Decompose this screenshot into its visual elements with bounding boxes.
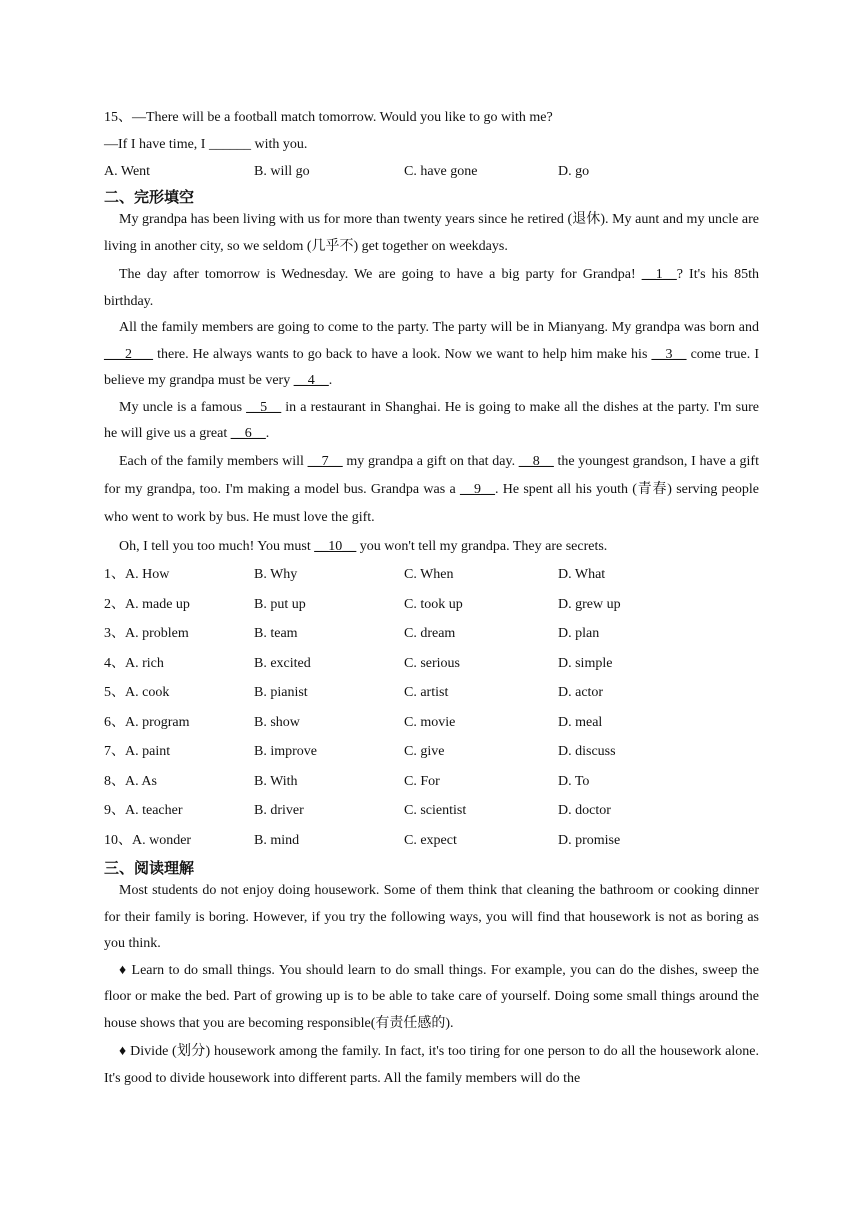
cloze-option-row-9 <box>104 796 759 826</box>
cloze-option-6-d: D. meal <box>558 714 603 730</box>
cloze-option-9-b: B. driver <box>254 803 304 818</box>
cloze-option-6-a: 6、A. program <box>104 714 190 730</box>
cloze-option-row-8 <box>104 767 759 797</box>
cloze-option-7-d: D. discuss <box>558 744 616 759</box>
blank-1: __1__ <box>641 267 677 282</box>
blank-6: __6__ <box>230 426 266 441</box>
section-2-title: 二、完形填空 <box>104 188 195 206</box>
cloze-option-2-c: C. took up <box>404 596 463 612</box>
reading-paragraph-3: ♦ Divide (划分) housework among the family. In fact, it's too tiring for one person to do all the housework alone. It's good to divide housework into different parts. All the family members will do the <box>104 1044 759 1086</box>
q15-question: 15、—There will be a football match tomorrow. Would you like to go with me? <box>104 110 553 125</box>
cloze-option-2-d: D. grew up <box>558 596 621 612</box>
cloze-option-row-3 <box>104 619 759 649</box>
cloze-option-row-1 <box>104 560 759 590</box>
cloze-paragraph-1: My grandpa has been living with us for more than twenty years since he retired (退休). My aunt and my uncle are living in another city, so we seldom (几乎不) get together on weekdays. <box>104 212 759 254</box>
cloze-option-3-a: 3、A. problem <box>104 626 189 641</box>
cloze-option-1-c: C. When <box>404 567 454 582</box>
cloze-option-3-d: D. plan <box>558 626 600 641</box>
cloze-option-9-c: C. scientist <box>404 803 467 818</box>
cloze-option-5-d: D. actor <box>558 685 604 700</box>
cloze-option-10-a: 10、A. wonder <box>104 832 192 848</box>
cloze-option-8-d: D. To <box>558 773 590 789</box>
cloze-section <box>104 187 759 855</box>
cloze-option-7-b: B. improve <box>254 744 317 759</box>
q15-option-d: D. go <box>558 164 590 179</box>
cloze-option-8-b: B. With <box>254 773 298 789</box>
cloze-option-1-b: B. Why <box>254 567 298 582</box>
q15-options <box>104 158 759 185</box>
cloze-option-6-c: C. movie <box>404 714 456 730</box>
cloze-option-10-b: B. mind <box>254 832 300 848</box>
reading-paragraph-2: ♦ Learn to do small things. You should learn to do small things. For example, you can do the dishes, sweep the floor or make the bed. Part of growing up is to be able to take care of yourself. Doing some small things around the house shows that you are becoming responsible(有责任感的). <box>104 962 759 1031</box>
cloze-option-3-c: C. dream <box>404 626 456 641</box>
cloze-option-row-5 <box>104 678 759 708</box>
cloze-option-10-d: D. promise <box>558 832 621 848</box>
cloze-option-8-a: 8、A. As <box>104 773 157 789</box>
section-3-title: 三、阅读理解 <box>104 859 195 877</box>
cloze-paragraph-4: My uncle is a famous __5__ in a restaurant in Shanghai. He is going to make all the dishes at the party. I'm sure he will give us a great __6__. <box>104 399 760 441</box>
cloze-option-4-a: 4、A. rich <box>104 655 164 671</box>
cloze-option-4-b: B. excited <box>254 655 311 671</box>
blank-2: ___2___ <box>104 346 153 362</box>
cloze-option-10-c: C. expect <box>404 832 457 848</box>
cloze-option-4-d: D. simple <box>558 655 613 671</box>
reading-paragraph-1: Most students do not enjoy doing housework. Some of them think that cleaning the bathroom or cooking dinner for their family is boring. However, if you try the following ways, you will find that housework is not as boring as you think. <box>104 883 759 951</box>
blank-7: __7__ <box>307 453 343 469</box>
cloze-option-3-b: B. team <box>254 626 298 641</box>
q15-reply: —If I have time, I ______ with you. <box>104 137 308 152</box>
cloze-option-6-b: B. show <box>254 714 300 730</box>
cloze-option-9-d: D. doctor <box>558 803 611 818</box>
cloze-option-5-c: C. artist <box>404 685 449 700</box>
question-15 <box>104 104 759 185</box>
cloze-option-7-c: C. give <box>404 744 445 759</box>
cloze-option-row-6 <box>104 708 759 738</box>
cloze-paragraph-6: Oh, I tell you too much! You must __10__ you won't tell my grandpa. They are secrets. <box>119 538 608 554</box>
reading-section <box>104 858 759 1092</box>
cloze-option-row-7 <box>104 737 759 767</box>
cloze-option-row-10 <box>104 826 759 856</box>
q15-option-b: B. will go <box>254 164 310 179</box>
cloze-option-row-4 <box>104 649 759 679</box>
blank-4: __4__ <box>293 373 329 388</box>
cloze-option-4-c: C. serious <box>404 655 460 671</box>
cloze-paragraph-2: The day after tomorrow is Wednesday. We are going to have a big party for Grandpa! __1__? It's his 85th birthday. <box>104 267 759 309</box>
cloze-paragraph-5: Each of the family members will __7__ my grandpa a gift on that day. __8__ the youngest grandson, I have a gift for my grandpa, too. I'm making a model bus. Grandpa was a __9__. He spent all his youth (青春) serving people who went to work by bus. He must love the gift. <box>104 453 759 525</box>
blank-8: __8__ <box>518 453 554 469</box>
cloze-option-1-a: 1、A. How <box>104 567 170 582</box>
cloze-option-5-b: B. pianist <box>254 685 308 700</box>
blank-3: __3__ <box>651 346 687 362</box>
q15-option-a: A. Went <box>104 164 151 179</box>
blank-9: __9__ <box>459 481 495 497</box>
q15-option-c: C. have gone <box>404 164 478 179</box>
cloze-option-2-b: B. put up <box>254 596 306 612</box>
blank-5: __5__ <box>246 399 282 415</box>
cloze-option-7-a: 7、A. paint <box>104 744 171 759</box>
cloze-option-5-a: 5、A. cook <box>104 685 170 700</box>
cloze-options <box>104 560 759 855</box>
cloze-option-2-a: 2、A. made up <box>104 596 190 612</box>
cloze-paragraph-3: All the family members are going to come to the party. The party will be in Mianyang. My grandpa was born and ___2___ there. He always wants to go back to have a look. Now we want to help him make his __3__ come true. I believe my grandpa must be very __4__. <box>104 320 759 388</box>
cloze-option-8-c: C. For <box>404 773 440 789</box>
cloze-option-row-2 <box>104 590 759 620</box>
cloze-option-1-d: D. What <box>558 567 606 582</box>
blank-10: __10__ <box>314 538 357 554</box>
cloze-option-9-a: 9、A. teacher <box>104 803 183 818</box>
